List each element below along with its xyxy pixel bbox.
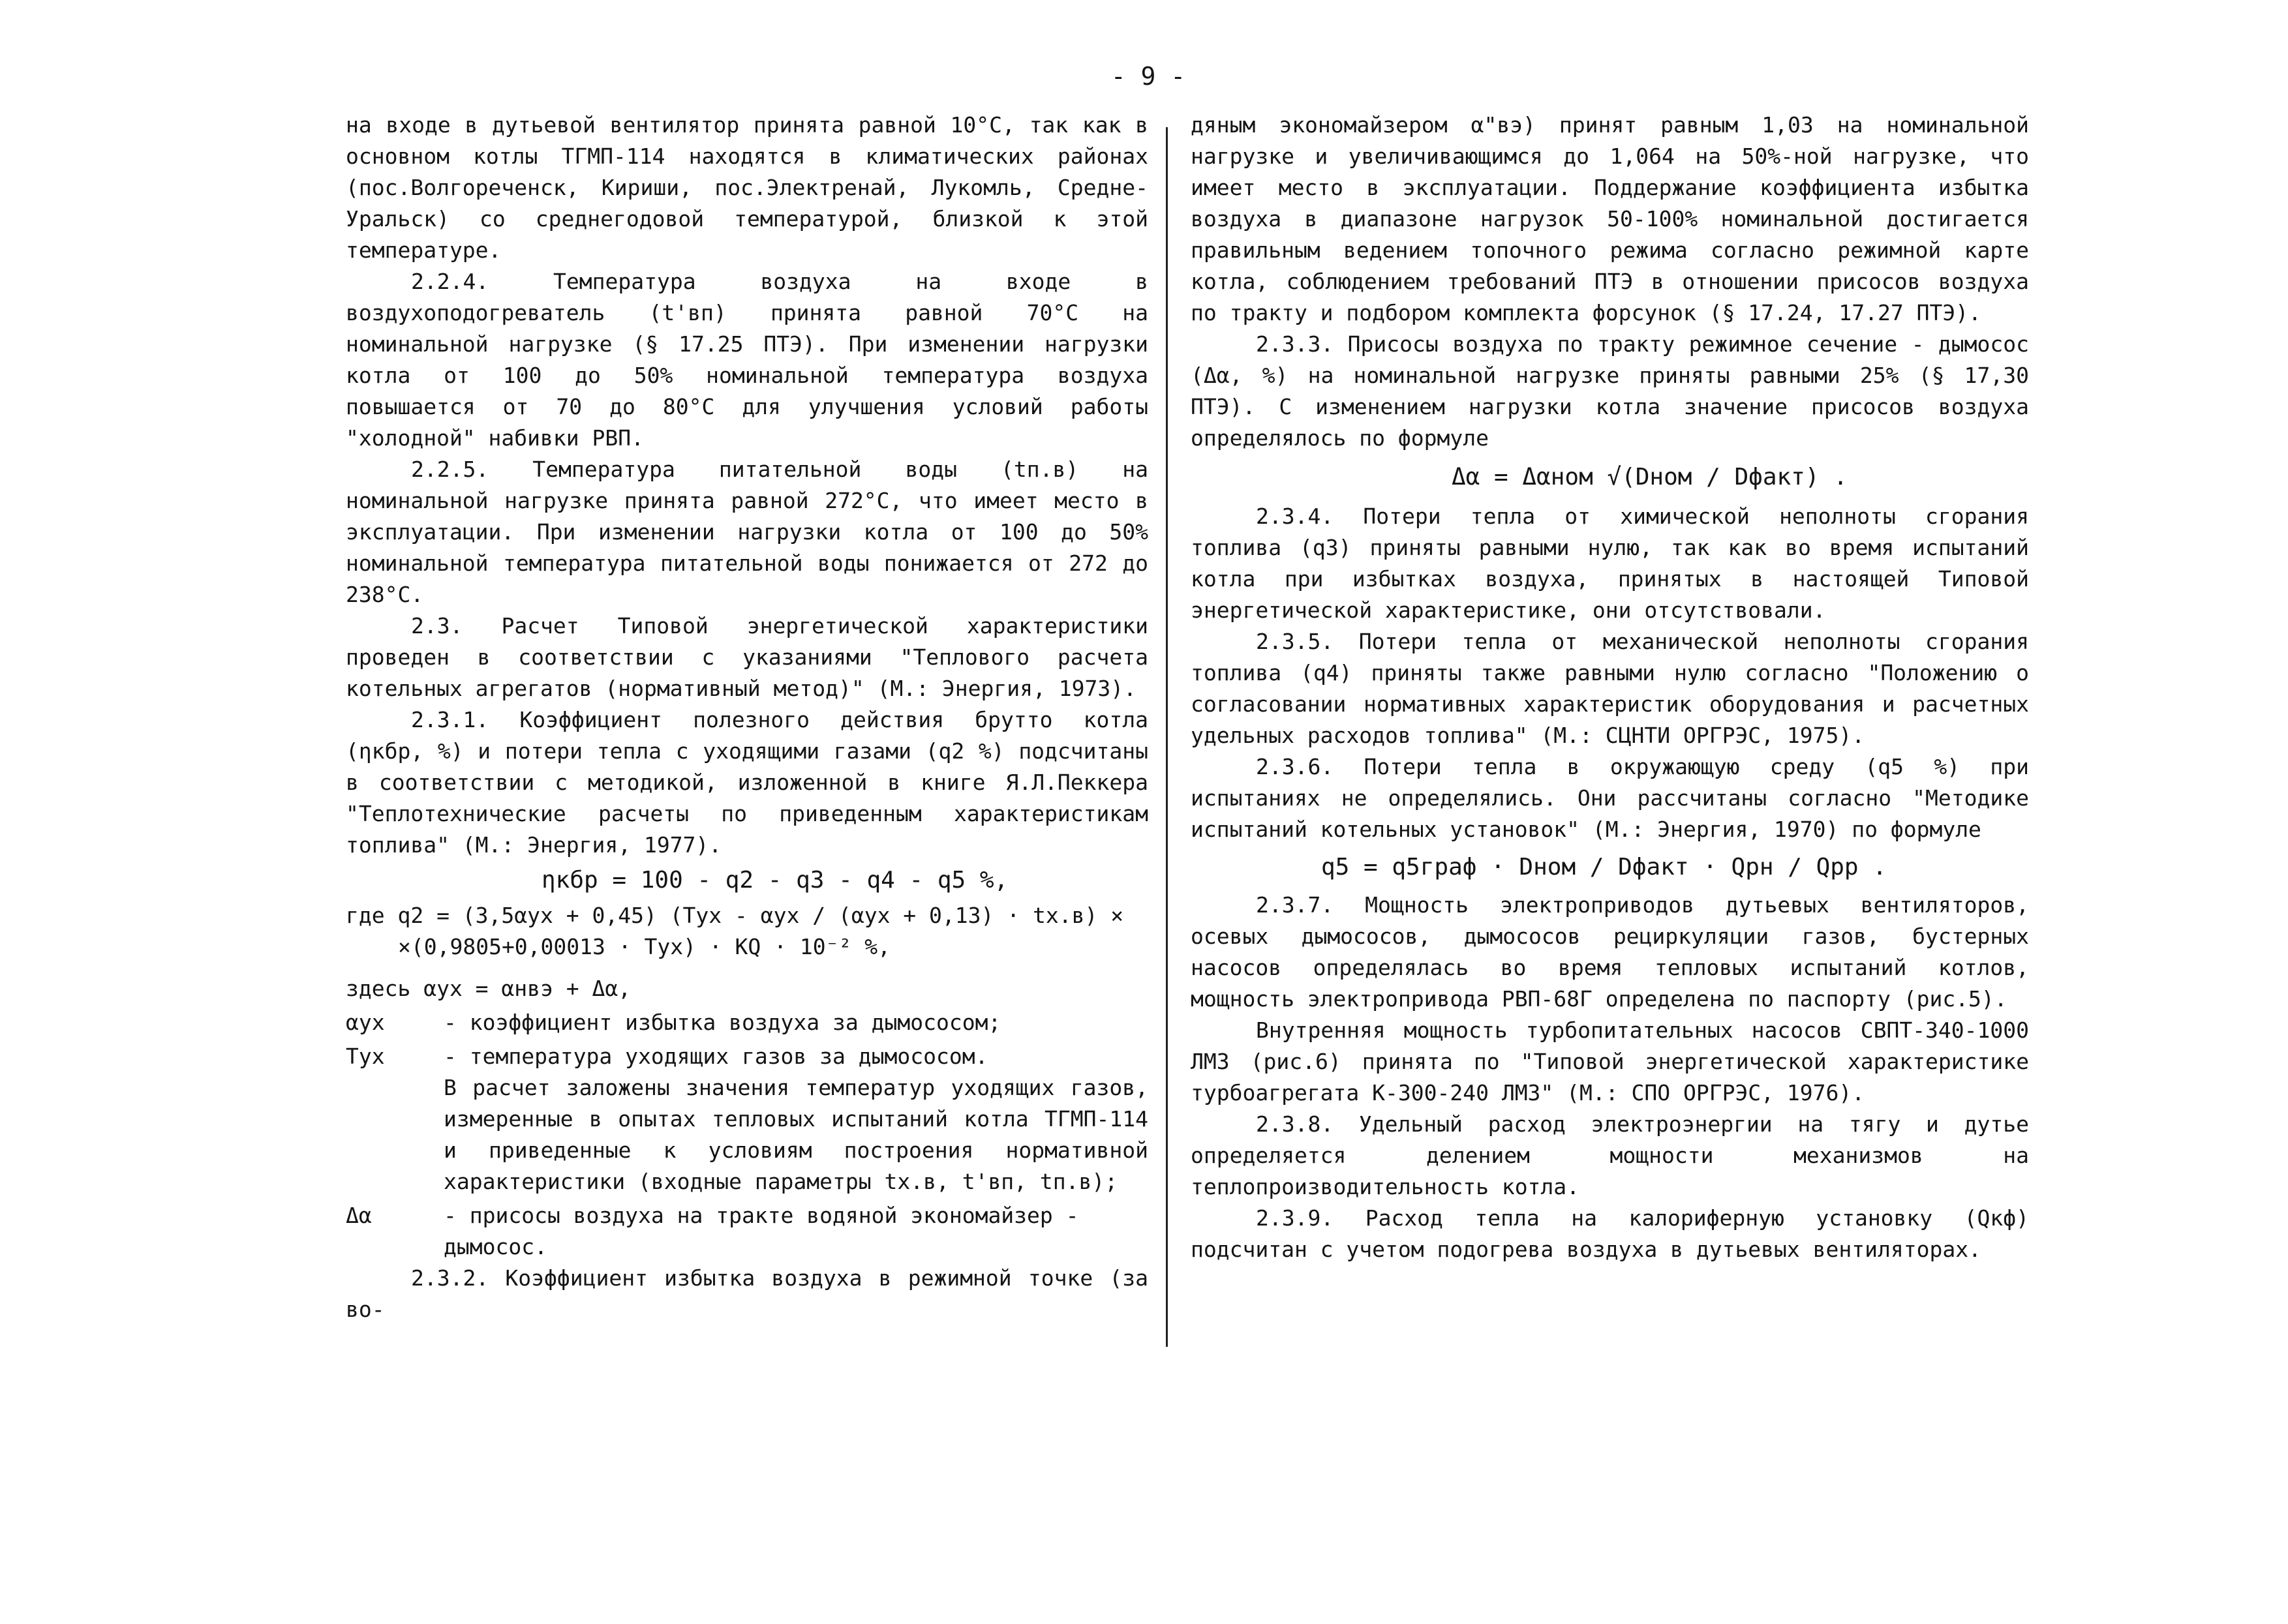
- formula-q2: где q2 = (3,5αух + 0,45) (Tух - αух / (αух + 0,13) · tх.в) ×: [346, 903, 1124, 928]
- definition-text: - температура уходящих газов за дымососом.: [444, 1044, 988, 1069]
- paragraph-2-3-6: 2.3.6. Потери тепла в окружающую среду (q5 %) при испытаниях не определялись. Они рассчитаны согласно "Методике испытаний котельных установок" (М.: Энергия, 1970) по формуле: [1191, 754, 2029, 842]
- formula-alpha: здесь αух = αнвэ + Δα,: [346, 976, 632, 1001]
- right-column: [1191, 110, 2029, 1265]
- paragraph-2-3-2: 2.3.2. Коэффициент избытка воздуха в режимной точке (за во-: [346, 1265, 1148, 1322]
- paragraph-2-3-5: 2.3.5. Потери тепла от механической неполноты сгорания топлива (q4) приняты также равными нулю согласно "Положению о согласовании нормативных характеристик оборудования и расчетных удельных расходов топлива" (М.: СЦНТИ ОРГРЭС, 1975).: [1191, 629, 2029, 748]
- definition-symbol: Δα: [346, 1203, 372, 1228]
- definition-symbol: αух: [346, 1010, 385, 1035]
- definition-text: - коэффициент избытка воздуха за дымососом;: [444, 1010, 1001, 1035]
- definition-t-ux: [346, 1041, 1148, 1072]
- definition-alpha-ux: [346, 1007, 1148, 1038]
- definition-delta-alpha: [346, 1200, 1148, 1263]
- formula-delta-alpha: Δα = Δαном √(Dном / Dфакт) .: [1452, 464, 1848, 490]
- definition-text: - присосы воздуха на тракте водяной экономайзер - дымосос.: [444, 1203, 1079, 1259]
- paragraph-2-3-1: 2.3.1. Коэффициент полезного действия брутто котла (ηкбр, %) и потери тепла с уходящими газами (q2 %) подсчитаны в соответствии с методикой, изложенной в книге Я.Л.Пеккера "Теплотехнические расчеты по приведенным характеристикам топлива" (М.: Энергия, 1977).: [346, 707, 1148, 858]
- paragraph-2-2-4: 2.2.4. Температура воздуха на входе в воздухоподогреватель (t'вп) принята равной 70°С на номинальной нагрузке (§ 17.25 ПТЭ). При изменении нагрузки котла от 100 до 50% номинальной температура воздуха повышается от 70 до 80°С для улучшения условий работы "холодной" набивки РВП.: [346, 269, 1148, 451]
- page-number: - 9 -: [1110, 62, 1186, 91]
- paragraph-2-3-9: 2.3.9. Расход тепла на калориферную установку (Qкф) подсчитан с учетом подогрева воздуха в дутьевых вентиляторах.: [1191, 1205, 2029, 1262]
- paragraph-2-3-4: 2.3.4. Потери тепла от химической неполноты сгорания топлива (q3) приняты равными нулю, так как во время испытаний котла при избытках воздуха, принятых в настоящей Типовой энергетической характеристике, они отсутствовали.: [1191, 504, 2029, 623]
- left-column: [346, 110, 1148, 1325]
- paragraph-2-3-3: 2.3.3. Присосы воздуха по тракту режимное сечение - дымосос (Δα, %) на номинальной нагрузке приняты равными 25% (§ 17,30 ПТЭ). С изменением нагрузки котла значение присосов воздуха определялось по формуле: [1191, 331, 2029, 451]
- paragraph-2-3-8: 2.3.8. Удельный расход электроэнергии на тягу и дутье определяется делением мощности механизмов на теплопроизводительность котла.: [1191, 1111, 2029, 1199]
- paragraph-pump-power: Внутренняя мощность турбопитательных насосов СВПТ-340-1000 ЛМЗ (рис.6) принята по "Типовой энергетической характеристике турбоагрегата К-300-240 ЛМЗ" (М.: СПО ОРГРЭС, 1976).: [1191, 1017, 2029, 1105]
- paragraph-2-3: 2.3. Расчет Типовой энергетической характеристики проведен в соответствии с указаниями "Теплового расчета котельных агрегатов (нормативный метод)" (М.: Энергия, 1973).: [346, 613, 1148, 701]
- formula-q5: q5 = q5граф · Dном / Dфакт · Qрн / Qрр .: [1321, 854, 1887, 880]
- definition-note: В расчет заложены значения температур уходящих газов, измеренные в опытах тепловых испытаний котла ТГМП-114 и приведенные к условиям построения нормативной характеристики (входные параметры tх.в, t'вп, tп.в);: [444, 1075, 1148, 1194]
- definition-symbol: Tух: [346, 1044, 385, 1069]
- formula-q2-continued: ×(0,9805+0,00013 · Tух) · KQ · 10⁻² %,: [398, 934, 891, 959]
- paragraph: дяным экономайзером α"вэ) принят равным 1,03 на номинальной нагрузке и увеличивающимся до 1,064 на 50%-ной нагрузке, что имеет место в эксплуатации. Поддержание коэффициента избытка воздуха в диапазоне нагрузок 50-100% номинальной достигается правильным ведением топочного режима согласно режимной карте котла, соблюдением требований ПТЭ в отношении присосов воздуха по тракту и подбором комплекта форсунок (§ 17.24, 17.27 ПТЭ).: [1191, 112, 2029, 325]
- paragraph-2-2-5: 2.2.5. Температура питательной воды (tп.в) на номинальной нагрузке принята равной 272°С, что имеет место в эксплуатации. При изменении нагрузки котла от 100 до 50% номинальной температура питательной воды понижается от 272 до 238°С.: [346, 457, 1148, 607]
- formula-efficiency: ηкбр = 100 - q2 - q3 - q4 - q5 %,: [541, 867, 1009, 894]
- paragraph: на входе в дутьевой вентилятор принята равной 10°С, так как в основном котлы ТГМП-114 находятся в климатических районах (пос.Волгореченск, Кириши, пос.Электренай, Лукомль, Средне-Уральск) со среднегодовой температурой, близкой к этой температуре.: [346, 112, 1148, 263]
- column-divider: [1166, 127, 1168, 1347]
- paragraph-2-3-7: 2.3.7. Мощность электроприводов дутьевых вентиляторов, осевых дымососов, дымососов рециркуляции газов, бустерных насосов определялась во время тепловых испытаний котлов, мощность электропривода РВП-68Г определена по паспорту (рис.5).: [1191, 892, 2029, 1012]
